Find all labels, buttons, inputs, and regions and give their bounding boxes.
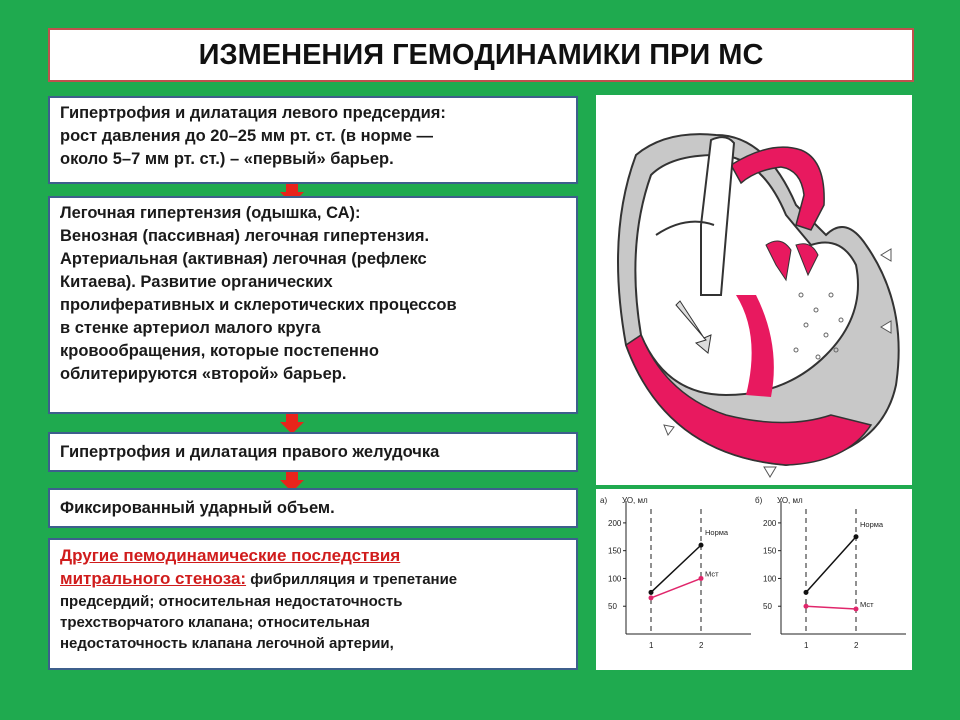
chart-0-ytick-label-50: 50 [608,602,617,612]
b2-line1: Легочная гипертензия (одышка, СА): [60,204,361,222]
rv-hypertrophy-box [48,432,578,472]
chart-1-xtick-label-1: 1 [804,641,809,650]
b3-text: Гипертрофия и дилатация правого желудочка [60,443,440,461]
charts-svg [596,489,912,670]
stroke-volume-box [48,488,578,528]
chart-0-series-1-label: Мст [705,569,719,579]
b5-line1: фибрилляция и трепетание [246,571,458,588]
chart-0-ytick-label-200: 200 [608,518,622,528]
chart-0-series-1-point-2 [699,576,704,581]
other-consequences-box [48,538,578,670]
chart-0-xtick-label-1: 1 [649,641,654,650]
b1-line3: около 5–7 мм рт. ст.) – «первый» барьер. [60,150,394,168]
chart-1-ytick-label-50: 50 [763,602,772,612]
chart-0-series-0-line [651,545,701,592]
b2-line3: Артериальная (активная) легочная (рефлекс [60,250,427,268]
pulmonary-hypertension-box [48,196,578,414]
chart-0-series-1-line [651,578,701,597]
b5-line2: предсердий; относительная недостаточность [60,593,403,610]
chart-1-series-0-label: Норма [860,519,884,529]
chart-1-series-1-label: Мст [860,600,874,609]
b5-line3: трехстворчатого клапана; относительная [60,614,370,631]
b2-line4: Китаева). Развитие органических [60,273,333,291]
chart-1-series-0-line [806,537,856,593]
chart-1-series-0-point-2 [854,534,859,539]
chart-0-series-1-point-1 [649,595,654,600]
chart-1-series-1-point-2 [854,607,859,612]
chart-0-ylabel: УО, мл [622,496,648,505]
heart-diagram [596,95,912,485]
chart-1-ytick-label-150: 150 [763,546,777,556]
chart-1-series-1-line [806,606,856,609]
chart-0-ytick-label-100: 100 [608,574,622,584]
chart-1-ytick-label-200: 200 [763,518,777,528]
lv-atrium-box [48,96,578,184]
chart-0-ytick-label-150: 150 [608,546,622,556]
chart-1-series-0-point-1 [804,590,809,595]
chart-0-series-0-label: Норма [705,528,729,538]
b1-line2: рост давления до 20–25 мм рт. ст. (в норме — [60,127,433,145]
stroke-volume-charts [596,489,912,670]
chart-1-xtick-label-2: 2 [854,641,859,650]
chart-0-panel-label: а) [600,496,608,505]
chart-1-panel-label: б) [755,496,763,505]
b2-line2: Венозная (пассивная) легочная гипертензия. [60,227,430,245]
b2-line5: пролиферативных и склеротических процессов [60,296,457,314]
b1-line1: Гипертрофия и дилатация левого предсердия: [60,104,446,122]
chart-0-series-0-point-2 [699,543,704,548]
b2-line7: кровообращения, которые постепенно [60,342,379,360]
chart-1-ytick-label-100: 100 [763,574,777,584]
chart-0-xtick-label-2: 2 [699,641,704,650]
b4-text: Фиксированный ударный объем. [60,499,335,517]
b5-red-line1: Другие пемодинамические последствия [60,546,401,565]
b5-red-line2: митрального стеноза: [60,569,247,588]
chart-0-series-0-point-1 [649,590,654,595]
chart-1-ylabel: УО, мл [777,496,803,505]
b2-line8: облитерируются «второй» барьер. [60,365,347,383]
page-title: ИЗМЕНЕНИЯ ГЕМОДИНАМИКИ ПРИ МС [48,28,914,82]
b5-line4: недостаточность клапана легочной артерии, [60,635,394,652]
chart-1-series-1-point-1 [804,604,809,609]
b2-line6: в стенке артериол малого круга [60,319,321,337]
